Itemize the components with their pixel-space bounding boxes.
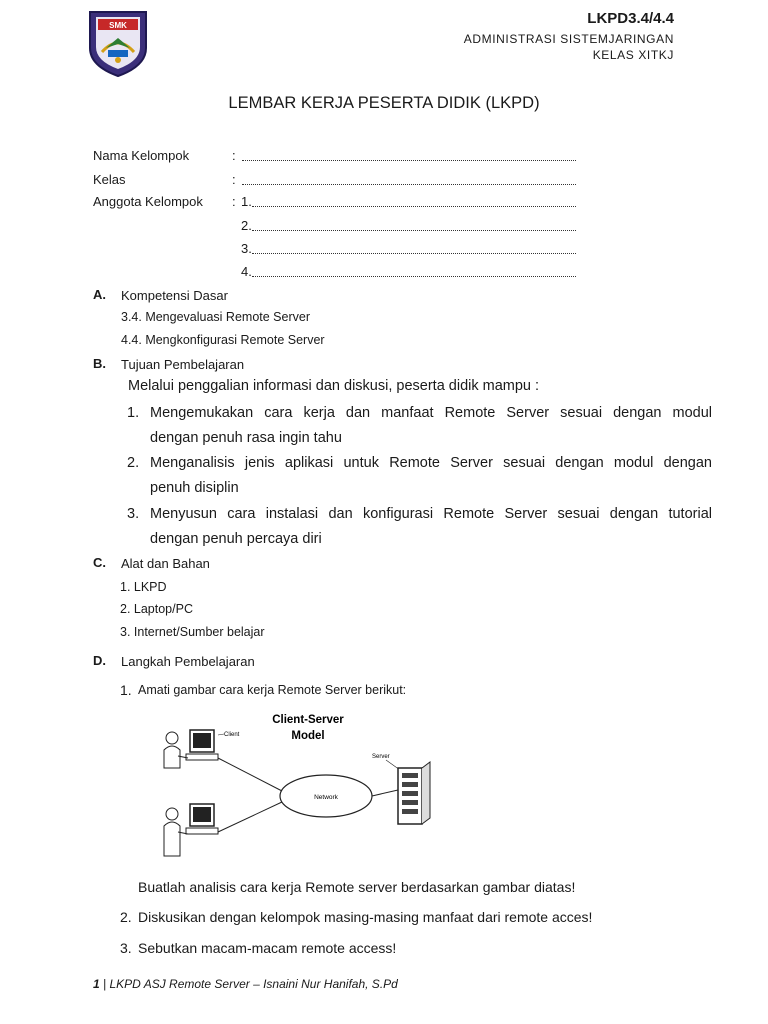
objective-line: Menyusun cara instalasi dan konfigurasi Remote Server sesuai dengan tutorial: [150, 506, 712, 522]
objective-line: dengan penuh rasa ingin tahu: [150, 430, 342, 446]
member-number: 4.: [241, 264, 252, 279]
client-server-diagram: [150, 708, 450, 868]
step-text: Sebutkan macam-macam remote access!: [138, 940, 397, 956]
colon: :: [232, 172, 236, 187]
tool-item: 2. Laptop/PC: [120, 602, 193, 616]
tool-item: 3. Internet/Sumber belajar: [120, 625, 265, 639]
objective-line: penuh disiplin: [150, 480, 239, 496]
step-text: Diskusikan dengan kelompok masing-masing manfaat dari remote acces!: [138, 909, 593, 925]
client-label: Client: [224, 732, 240, 738]
client-computer-icon: [164, 730, 218, 768]
objective-line: dengan penuh percaya diri: [150, 531, 322, 547]
section-d-letter: D.: [93, 653, 106, 668]
subject-name: ADMINISTRASI SISTEMJARINGAN: [463, 32, 674, 46]
step-number: 2.: [120, 909, 132, 925]
server-rack-icon: [398, 762, 430, 824]
class-name: KELAS XITKJ: [592, 48, 674, 62]
network-label: Network: [314, 794, 338, 801]
objective-line: Mengemukakan cara kerja dan manfaat Remote Server sesuai dengan modul: [150, 405, 712, 421]
colon: :: [232, 148, 236, 163]
section-d-title: Langkah Pembelajaran: [121, 654, 255, 669]
section-c-letter: C.: [93, 555, 106, 570]
step-text: Amati gambar cara kerja Remote Server berikut:: [138, 683, 407, 697]
section-a-title: Kompetensi Dasar: [121, 288, 228, 303]
step-number: 3.: [120, 940, 132, 956]
server-label: Server: [372, 754, 390, 760]
class-line[interactable]: [242, 184, 576, 185]
group-name-label: Nama Kelompok: [93, 148, 190, 163]
members-label: Anggota Kelompok: [93, 194, 203, 209]
step-number: 1.: [120, 682, 132, 698]
diagram-title: Client-Server: [272, 714, 344, 726]
member-number: 1.: [241, 194, 252, 209]
member-line[interactable]: [252, 230, 576, 231]
competency-item: 4.4. Mengkonfigurasi Remote Server: [121, 333, 325, 347]
section-c-title: Alat dan Bahan: [121, 556, 210, 571]
diagram-title: Model: [291, 730, 325, 742]
competency-item: 3.4. Mengevaluasi Remote Server: [121, 310, 310, 324]
logo-text: SMK: [109, 21, 127, 30]
section-b-title: Tujuan Pembelajaran: [121, 357, 245, 372]
page-footer: [93, 977, 398, 991]
group-name-line[interactable]: [242, 160, 576, 161]
objectives-intro: Melalui penggalian informasi dan diskusi, peserta didik mampu :: [128, 378, 540, 394]
class-label: Kelas: [93, 172, 126, 187]
school-logo: [84, 8, 152, 78]
section-b-letter: B.: [93, 356, 106, 371]
footer-text: | LKPD ASJ Remote Server – Isnaini Nur Hanifah, S.Pd: [99, 977, 398, 991]
member-line[interactable]: [252, 276, 576, 277]
member-line[interactable]: [252, 206, 576, 207]
member-number: 3.: [241, 241, 252, 256]
page-title: LEMBAR KERJA PESERTA DIDIK (LKPD): [228, 94, 540, 112]
document-code: LKPD3.4/4.4: [587, 10, 674, 27]
objective-number: 1.: [127, 405, 140, 421]
objective-number: 3.: [127, 506, 140, 522]
section-a-letter: A.: [93, 287, 106, 302]
client-computer-icon: [164, 804, 218, 856]
objective-line: Menganalisis jenis aplikasi untuk Remote Server sesuai dengan modul dengan: [150, 455, 712, 471]
analysis-instruction: Buatlah analisis cara kerja Remote server berdasarkan gambar diatas!: [138, 879, 576, 895]
member-number: 2.: [241, 218, 252, 233]
colon: :: [232, 194, 236, 209]
page-number: 1: [93, 977, 100, 991]
objective-number: 2.: [127, 455, 140, 471]
tool-item: 1. LKPD: [120, 580, 167, 594]
member-line[interactable]: [252, 253, 576, 254]
